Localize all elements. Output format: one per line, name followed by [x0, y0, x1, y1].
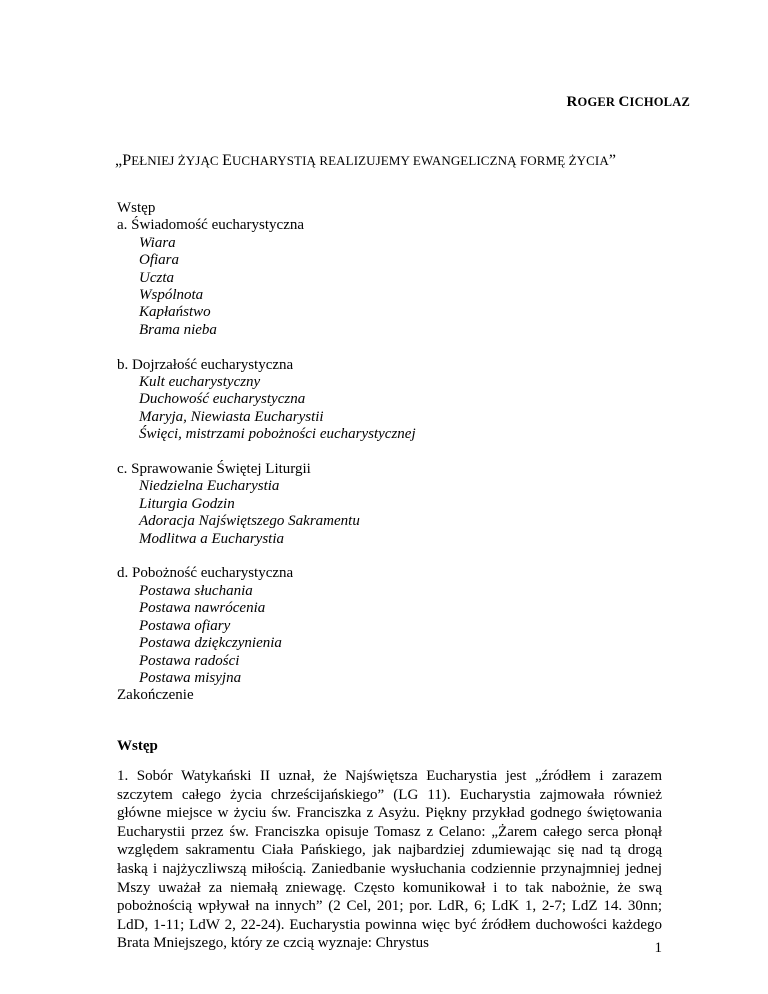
toc-subitem: Postawa słuchania — [139, 582, 253, 599]
toc-subitem: Kapłaństwo — [139, 304, 211, 321]
toc-item: a. Świadomość eucharystyczna — [117, 217, 305, 234]
table-of-contents — [117, 200, 677, 705]
body-paragraph: 1. Sobór Watykański II uznał, że Najświętsza Eucharystia jest „źródłem i zarazem szczytem całego życia chrześcijańskiego” (LG 11). Eucharystia zajmowała również główne miejsce w życiu św. Franciszka z Asyżu. Piękny przykład godnego świętowania Eucharystii przez św. Franciszka opisuje Tomasz z Celano: „Żarem całego serca płonął względem sakramentu Ciała Pańskiego, jak najbardziej zdumiewając się nad tą drogą łaską i najżyczliwszą miłością. Zaniedbanie wysłuchania codziennie przynajmniej jednej Mszy uważał za niemałą zniewagę. Często komunikował i to tak nabożnie, że swą pobożnością wpływał na innych” (2 Cel, 201; por. LdR, 6; LdK 1, 2-7; LdZ 14. 30nn; LdD, 1-11; LdW 2, 22-24). Eucharystia powinna więc być źródłem duchowości każdego Brata Mniejszego, który ze czcią wyznaje: Chrystus — [117, 768, 662, 952]
toc-subitem: Kult eucharystyczny — [139, 374, 261, 391]
author-name: ROGER CICHOLAZ — [566, 94, 690, 110]
toc-subitem: Liturgia Godzin — [139, 495, 235, 512]
toc-subitem: Ofiara — [139, 252, 180, 269]
toc-subitem: Wspólnota — [139, 287, 204, 304]
toc-subitem: Adoracja Najświętszego Sakramentu — [139, 513, 360, 530]
toc-subitem: Postawa misyjna — [139, 669, 242, 686]
toc-item: d. Pobożność eucharystyczna — [117, 565, 294, 582]
toc-item: c. Sprawowanie Świętej Liturgii — [117, 461, 311, 478]
toc-item: Wstęp — [117, 200, 156, 216]
toc-subitem: Postawa dziękczynienia — [139, 635, 282, 652]
toc-item: Zakończenie — [117, 687, 194, 704]
toc-subitem: Wiara — [139, 234, 176, 251]
toc-subitem: Niedzielna Eucharystia — [139, 478, 280, 495]
toc-subitem: Duchowość eucharystyczna — [139, 391, 306, 408]
toc-subitem: Uczta — [139, 269, 174, 286]
toc-spacer — [117, 339, 677, 356]
toc-subitem: Postawa nawrócenia — [139, 600, 266, 617]
toc-item: b. Dojrzałość eucharystyczna — [117, 356, 294, 373]
toc-subitem: Brama nieba — [139, 321, 217, 338]
toc-subitem: Maryja, Niewiasta Eucharystii — [139, 408, 324, 425]
toc-subitem: Postawa ofiary — [139, 617, 231, 634]
toc-subitem: Postawa radości — [139, 652, 240, 669]
document-title: „PEŁNIEJ ŻYJĄC EUCHARYSTIĄ REALIZUJEMY EWANGELICZNĄ FORMĘ ŻYCIA” — [115, 152, 617, 169]
toc-subitem: Święci, mistrzami pobożności eucharystycznej — [139, 426, 416, 443]
section-heading: Wstęp — [117, 738, 158, 754]
toc-subitem: Modlitwa a Eucharystia — [139, 530, 284, 547]
toc-spacer — [117, 548, 677, 565]
page-number: 1 — [654, 940, 662, 956]
toc-spacer — [117, 444, 677, 461]
